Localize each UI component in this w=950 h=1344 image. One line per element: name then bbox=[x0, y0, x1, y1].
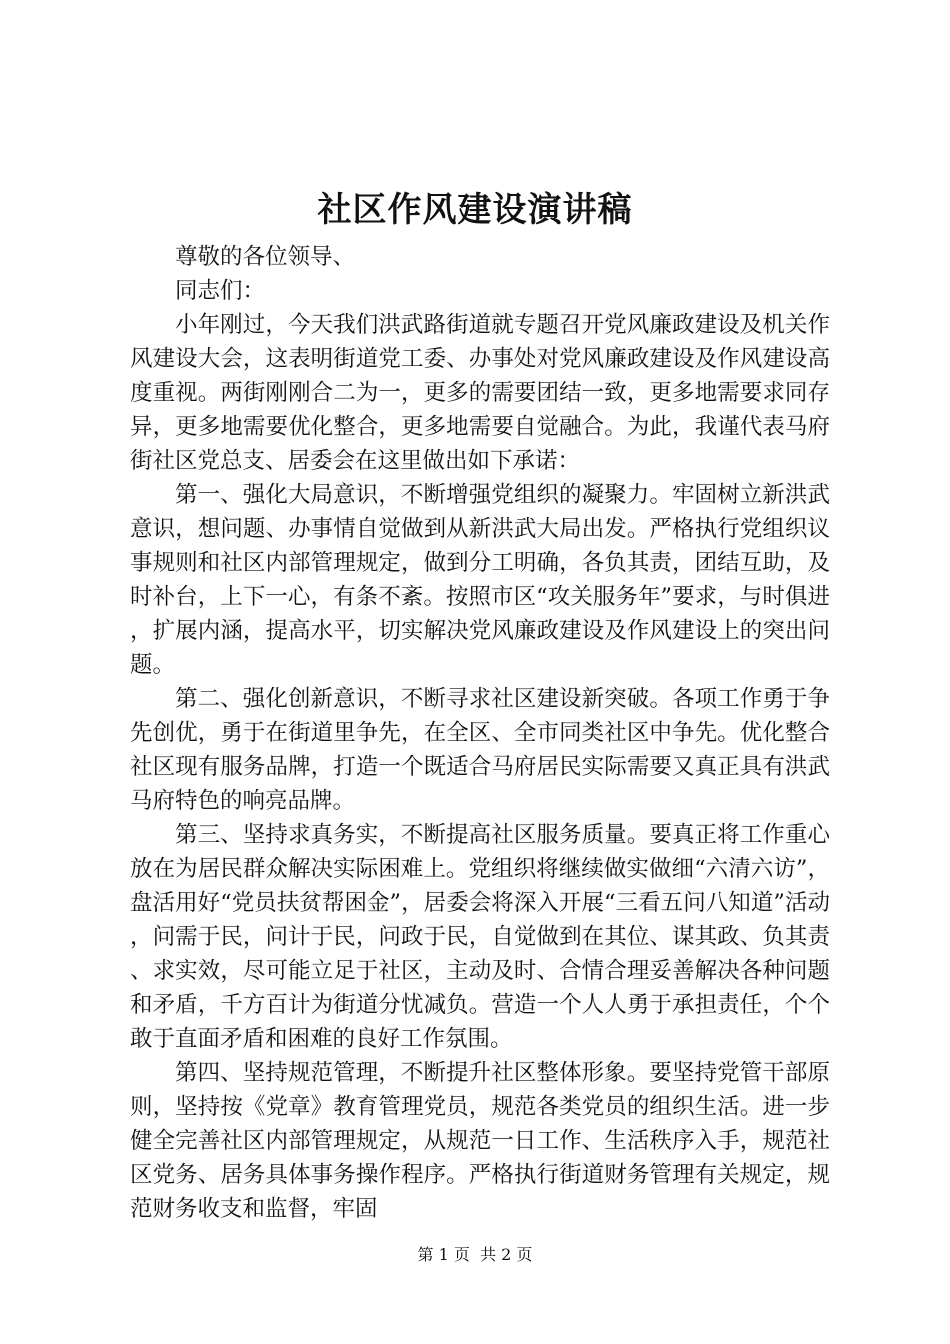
document-body bbox=[130, 240, 830, 1226]
salutation-line-1: 尊敬的各位领导、 bbox=[175, 244, 356, 270]
page-number-label: 第 1 页 共 2 页 bbox=[417, 1245, 533, 1264]
point-4-paragraph: 第四、坚持规范管理，不断提升社区整体形象。要坚持党管干部原则，坚持按《党章》教育管理党员，规范各类党员的组织生活。进一步健全完善社区内部管理规定，从规范一日工作、生活秩序入手，规范社区党务、居务具体事务操作程序。严格执行街道财务管理有关规定，规范财务收支和监督，牢固 bbox=[130, 1060, 830, 1222]
salutation-line-2: 同志们： bbox=[175, 278, 266, 304]
intro-paragraph: 小年刚过，今天我们洪武路街道就专题召开党风廉政建设及机关作风建设大会，这表明街道党工委、办事处对党风廉政建设及作风建设高度重视。两街刚刚合二为一，更多的需要团结一致，更多地需要求同存异，更多地需要优化整合，更多地需要自觉融合。为此，我谨代表马府街社区党总支、居委会在这里做出如下承诺： bbox=[130, 312, 830, 474]
point-1-paragraph: 第一、强化大局意识，不断增强党组织的凝聚力。牢固树立新洪武意识，想问题、办事情自觉做到从新洪武大局出发。严格执行党组织议事规则和社区内部管理规定，做到分工明确，各负其责，团结互助，及时补台，上下一心，有条不紊。按照市区“攻关服务年”要求，与时俱进，扩展内涵，提高水平，切实解决党风廉政建设及作风建设上的突出问题。 bbox=[130, 482, 830, 678]
page-footer bbox=[0, 1244, 950, 1266]
point-3-paragraph: 第三、坚持求真务实，不断提高社区服务质量。要真正将工作重心放在为居民群众解决实际困难上。党组织将继续做实做细“六清六访”，盘活用好“党员扶贫帮困金”，居委会将深入开展“三看五问八知道”活动，问需于民，问计于民，问政于民，自觉做到在其位、谋其政、负其责、求实效，尽可能立足于社区，主动及时、合情合理妥善解决各种问题和矛盾，千方百计为街道分忧减负。营造一个人人勇于承担责任，个个敢于直面矛盾和困难的良好工作氛围。 bbox=[130, 822, 830, 1052]
document-title: 社区作风建设演讲稿 bbox=[317, 190, 633, 230]
point-2-paragraph: 第二、强化创新意识，不断寻求社区建设新突破。各项工作勇于争先创优，勇于在街道里争先，在全区、全市同类社区中争先。优化整合社区现有服务品牌，打造一个既适合马府居民实际需要又真正具有洪武马府特色的响亮品牌。 bbox=[130, 686, 830, 814]
